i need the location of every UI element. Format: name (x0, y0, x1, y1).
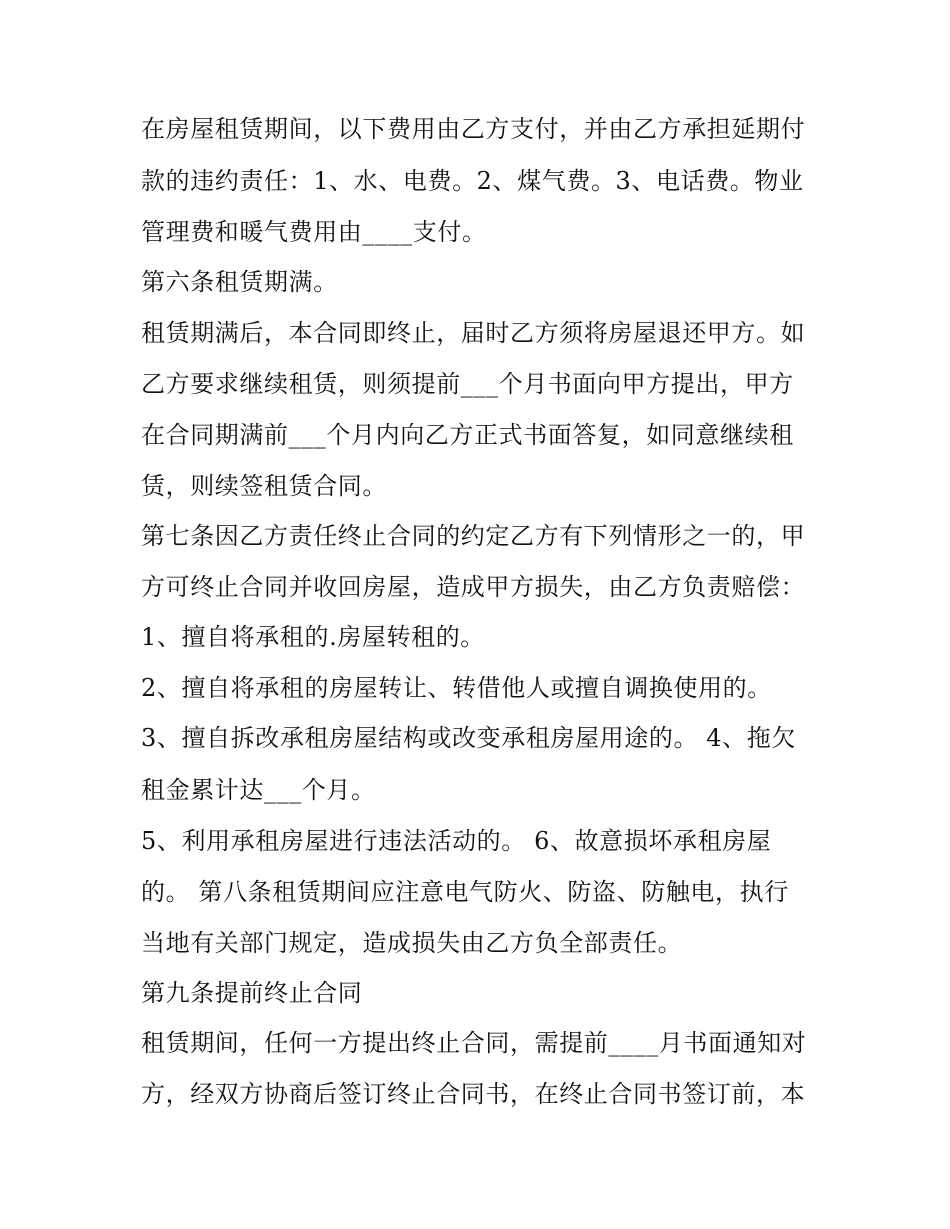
list-item: 2、擅自将承租的房屋转让、转借他人或擅自调换使用的。 (141, 674, 772, 702)
list-item: 1、擅自将承租的.房屋转租的。 (141, 623, 485, 651)
text-line: 在房屋租赁期间，以下费用由乙方支付，并由乙方承担延期付 (141, 115, 806, 143)
text-line: 方可终止合同并收回房屋，造成甲方损失，由乙方负责赔偿： (141, 573, 806, 601)
text-line: 乙方要求继续租赁，则须提前___个月书面向甲方提出，甲方 (141, 370, 794, 398)
list-item: 5、利用承租房屋进行违法活动的。 6、故意损坏承租房屋 (141, 827, 772, 855)
section-heading: 第六条租赁期满。 (141, 268, 338, 296)
text-line: 租赁期满后，本合同即终止，届时乙方须将房屋退还甲方。如 (141, 319, 806, 347)
section-heading: 第九条提前终止合同 (141, 979, 363, 1007)
text-line: 管理费和暖气费用由____支付。 (141, 218, 487, 246)
text-line: 款的违约责任：1、水、电费。2、煤气费。3、电话费。物业 (141, 167, 804, 195)
section-heading: 第七条因乙方责任终止合同的约定乙方有下列情形之一的，甲 (141, 522, 806, 550)
list-item: 3、擅自拆改承租房屋结构或改变承租房屋用途的。 4、拖欠 (141, 724, 796, 752)
text-line: 在合同期满前___个月内向乙方正式书面答复，如同意继续租 (141, 421, 794, 449)
text-line: 方，经双方协商后签订终止合同书，在终止合同书签订前，本 (141, 1080, 806, 1108)
text-line: 租金累计达___个月。 (141, 776, 376, 804)
text-line: 的。 第八条租赁期间应注意电气防火、防盗、防触电，执行 (141, 878, 789, 906)
text-line: 租赁期间，任何一方提出终止合同，需提前____月书面通知对 (141, 1029, 807, 1057)
text-line: 当地有关部门规定，造成损失由乙方负全部责任。 (141, 929, 683, 957)
text-line: 赁，则续签租赁合同。 (141, 472, 387, 500)
